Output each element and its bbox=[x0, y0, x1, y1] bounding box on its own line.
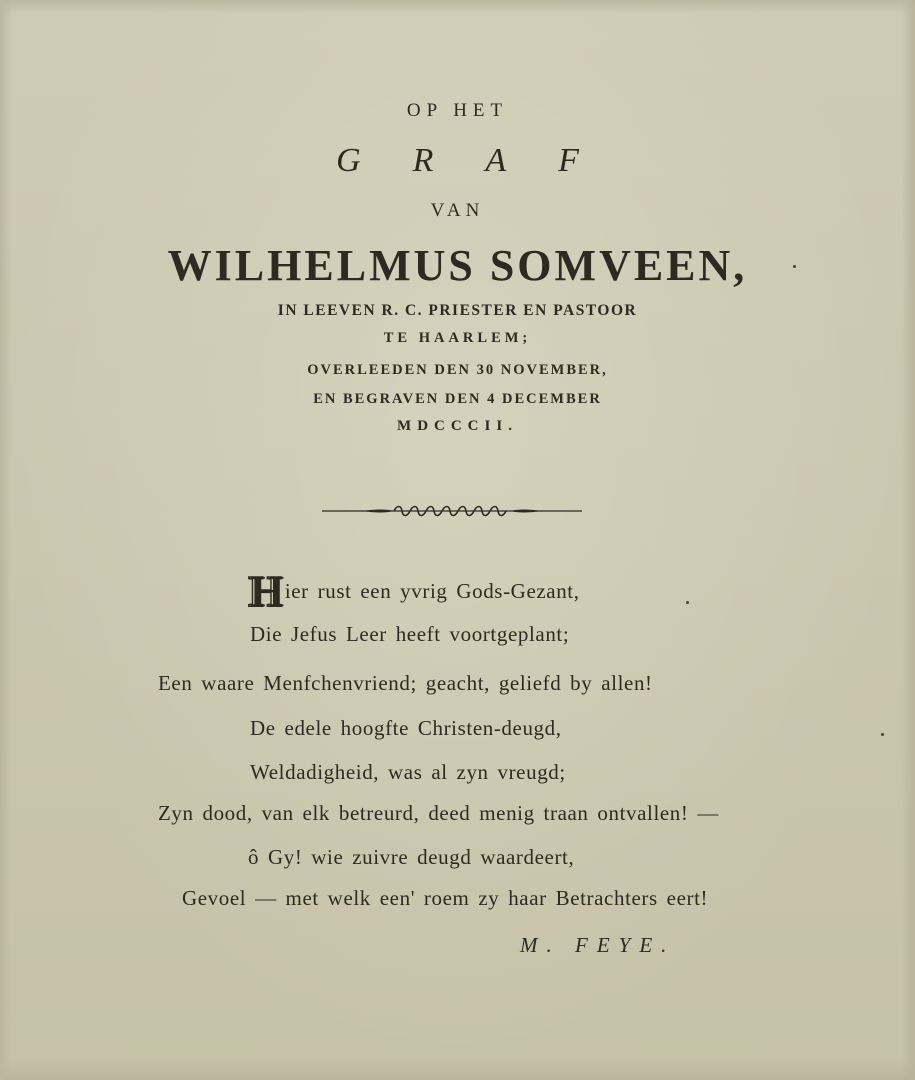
poem-line-2: Die Jefus Leer heeft voortgeplant; bbox=[250, 622, 570, 646]
drop-cap: H bbox=[248, 567, 283, 616]
author-signature: M. FEYE. bbox=[520, 933, 676, 957]
subtitle-office: IN LEEVEN R. C. PRIESTER EN PASTOOR bbox=[277, 302, 638, 319]
poem-line-5: Weldadigheid, was al zyn vreugd; bbox=[250, 760, 566, 784]
heading-graf: GRAF bbox=[336, 142, 631, 179]
ornament-rule-icon bbox=[322, 503, 582, 519]
paper-speck bbox=[793, 265, 796, 268]
poem-line-3: Een waare Menfchenvriend; geacht, geliefd by allen! bbox=[158, 671, 653, 695]
paper-speck bbox=[881, 733, 884, 736]
poem-line-1 bbox=[248, 567, 580, 616]
deceased-name: WILHELMUS SOMVEEN, bbox=[167, 241, 748, 290]
poem-line-1-text: ier rust een yvrig Gods-Gezant, bbox=[284, 579, 580, 603]
poem-line-7: ô Gy! wie zuivre deugd waardeert, bbox=[248, 845, 575, 869]
subtitle-place: TE HAARLEM; bbox=[383, 330, 532, 346]
subtitle-year: MDCCCII. bbox=[397, 418, 518, 434]
subtitle-death-date: OVERLEEDEN DEN 30 NOVEMBER, bbox=[307, 362, 608, 378]
heading-van: VAN bbox=[430, 200, 485, 221]
paper-top-edge bbox=[0, 0, 915, 14]
subtitle-burial-date: EN BEGRAVEN DEN 4 DECEMBER bbox=[313, 391, 602, 407]
paper-bottom-edge bbox=[0, 1060, 915, 1080]
poem-line-6: Zyn dood, van elk betreurd, deed menig traan ontvallen! — bbox=[158, 801, 719, 825]
heading-op-het: OP HET bbox=[406, 100, 509, 121]
poem-line-8: Gevoel — met welk een' roem zy haar Betrachters eert! bbox=[182, 886, 709, 910]
poem-line-4: De edele hoogfte Christen-deugd, bbox=[250, 716, 562, 740]
paper-speck bbox=[686, 601, 689, 604]
